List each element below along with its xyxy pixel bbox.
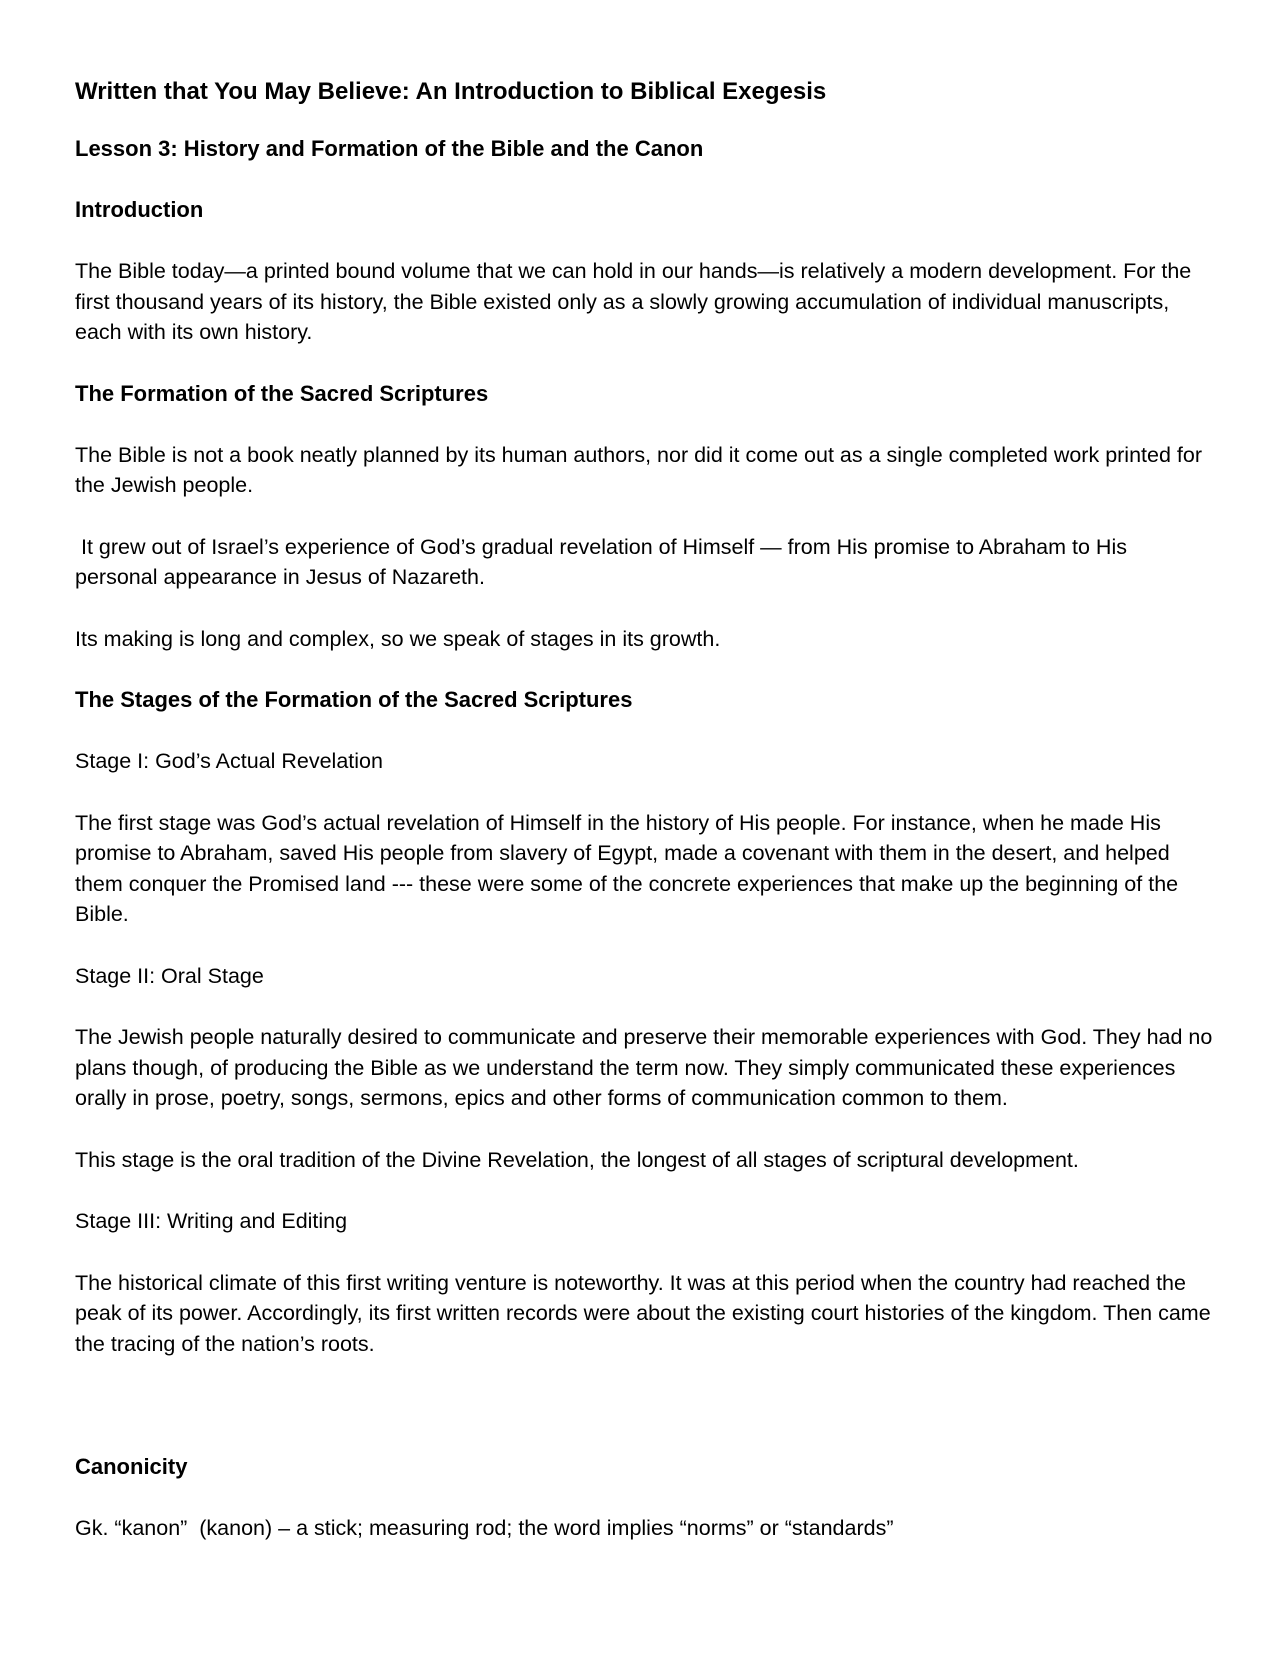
document-page — [75, 72, 1215, 1575]
formation-paragraph-2: It grew out of Israel’s experience of God’s gradual revelation of Himself — from His promise to Abraham to His personal appearance in Jesus of Nazareth. — [75, 534, 1133, 589]
canonicity-heading: Canonicity — [75, 1454, 188, 1479]
document-title: Written that You May Believe: An Introduction to Biblical Exegesis — [75, 78, 827, 105]
canonicity-definition: Gk. “kanon” (kanon) – a stick; measuring rod; the word implies “norms” or “standards” — [75, 1516, 894, 1540]
introduction-paragraph: The Bible today—a printed bound volume that we can hold in our hands—is relatively a modern development. For the first thousand years of its history, the Bible existed only as a slowly growing accumulation of individual manuscripts, each with its own history. — [75, 259, 1192, 344]
formation-heading: The Formation of the Sacred Scriptures — [75, 380, 489, 406]
stage-2-paragraph-1: The Jewish people naturally desired to communicate and preserve their memorable experiences with God. They had no plans though, of producing the Bible as we understand the term now. They simply communicated these experiences orally in prose, poetry, songs, sermons, epics and other forms of communication common to them. — [75, 1025, 1213, 1110]
stage-2-paragraph-2: This stage is the oral tradition of the Divine Revelation, the longest of all stages of scriptural development. — [75, 1147, 1079, 1172]
stage-3-paragraph: The historical climate of this first writing venture is noteworthy. It was at this period when the country had reached the peak of its power. Accordingly, its first written records were about the existing court histories of the kingdom. Then came the tracing of the nation’s roots. — [75, 1270, 1211, 1356]
stage-1-title: Stage I: God’s Actual Revelation — [75, 749, 383, 773]
stage-2-title: Stage II: Oral Stage — [75, 963, 264, 988]
stage-3-title: Stage III: Writing and Editing — [75, 1209, 348, 1233]
formation-paragraph-1: The Bible is not a book neatly planned by its human authors, nor did it come out as a single completed work printed for the Jewish people. — [75, 442, 1202, 497]
lesson-heading: Lesson 3: History and Formation of the Bible and the Canon — [75, 136, 704, 161]
stage-1-paragraph: The first stage was God’s actual revelation of Himself in the history of His people. For instance, when he made His promise to Abraham, saved His people from slavery of Egypt, made a covenant with them in the desert, and helped them conquer the Promised land --- these were some of the concrete experiences that make up the beginning of the Bible. — [75, 810, 1179, 926]
blank-spacer — [75, 1390, 1215, 1452]
introduction-heading: Introduction — [75, 197, 204, 222]
formation-paragraph-3: Its making is long and complex, so we speak of stages in its growth. — [75, 626, 721, 651]
stages-heading: The Stages of the Formation of the Sacred Scriptures — [75, 687, 633, 712]
